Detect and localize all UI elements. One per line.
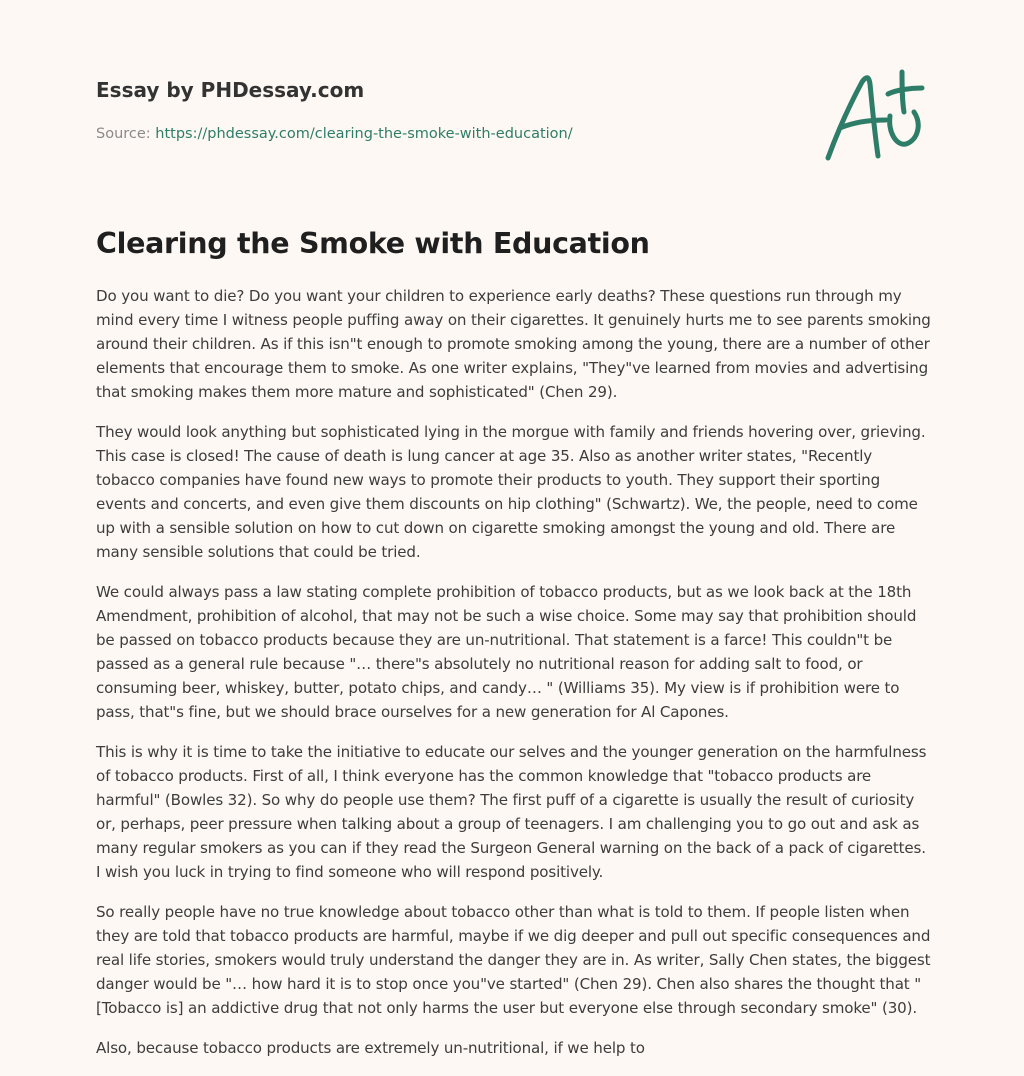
source-link[interactable]: https://phdessay.com/clearing-the-smoke-with-education/: [155, 126, 573, 142]
essay-paragraph: So really people have no true knowledge about tobacco other than what is told to them. If people listen when they are told that tobacco products are harmful, maybe if we dig deeper and pull out specific consequences and real life stories, smokers would truly understand the danger they are in. As writer, Sally Chen states, the biggest danger would be "… how hard it is to stop once you"ve started" (Chen 29). Chen also shares the thought that "[Tobacco is] an addictive drug that not only harms the user but everyone else through secondary smoke" (30).: [96, 903, 931, 1017]
essay-paragraph: This is why it is time to take the initiative to educate our selves and the younger generation on the harmfulness of tobacco products. First of all, I think everyone has the common knowledge that "tobacco products are harmful" (Bowles 32). So why do people use them? The first puff of a cigarette is usually the result of curiosity or, perhaps, peer pressure when talking about a group of teenagers. I am challenging you to go out and ask as many regular smokers as you can if they read the Surgeon General warning on the back of a pack of cigarettes. I wish you luck in trying to find someone who will respond positively.: [96, 743, 927, 881]
essay-paragraph: Do you want to die? Do you want your children to experience early deaths? These questions run through my mind every time I witness people puffing away on their cigarettes. It genuinely hurts me to see parents smoking around their children. As if this isn"t enough to promote smoking among the young, there are a number of other elements that encourage them to smoke. As one writer explains, "They"ve learned from movies and advertising that smoking makes them more mature and sophisticated" (Chen 29).: [96, 287, 931, 401]
essay-paragraph: They would look anything but sophisticated lying in the morgue with family and friends hovering over, grieving. This case is closed! The cause of death is lung cancer at age 35. Also as another writer states, "Recently tobacco companies have found new ways to promote their products to youth. They support their sporting events and concerts, and even give them discounts on hip clothing" (Schwartz). We, the people, need to come up with a sensible solution on how to cut down on cigarette smoking amongst the young and old. There are many sensible solutions that could be tried.: [96, 423, 926, 561]
essay-body: [96, 284, 932, 1076]
essay-title: Clearing the Smoke with Education: [96, 227, 650, 260]
essay-paragraph: We could always pass a law stating complete prohibition of tobacco products, but as we look back at the 18th Amendment, prohibition of alcohol, that may not be such a wise choice. Some may say that prohibition should be passed on tobacco products because they are un-nutritional. That statement is a farce! This couldn"t be passed as a general rule because "… there"s absolutely no nutritional reason for adding salt to food, or consuming beer, whiskey, butter, potato chips, and candy… " (Williams 35). My view is if prohibition were to pass, that"s fine, but we should brace ourselves for a new generation for Al Capones.: [96, 583, 917, 721]
site-brand: Essay by PHDessay.com: [96, 78, 365, 102]
a-plus-logo-icon: [822, 66, 926, 164]
page-header: [96, 76, 796, 144]
source-line: [96, 124, 796, 144]
essay-paragraph: Also, because tobacco products are extremely un-nutritional, if we help to: [96, 1039, 645, 1057]
source-label: Source:: [96, 126, 156, 142]
